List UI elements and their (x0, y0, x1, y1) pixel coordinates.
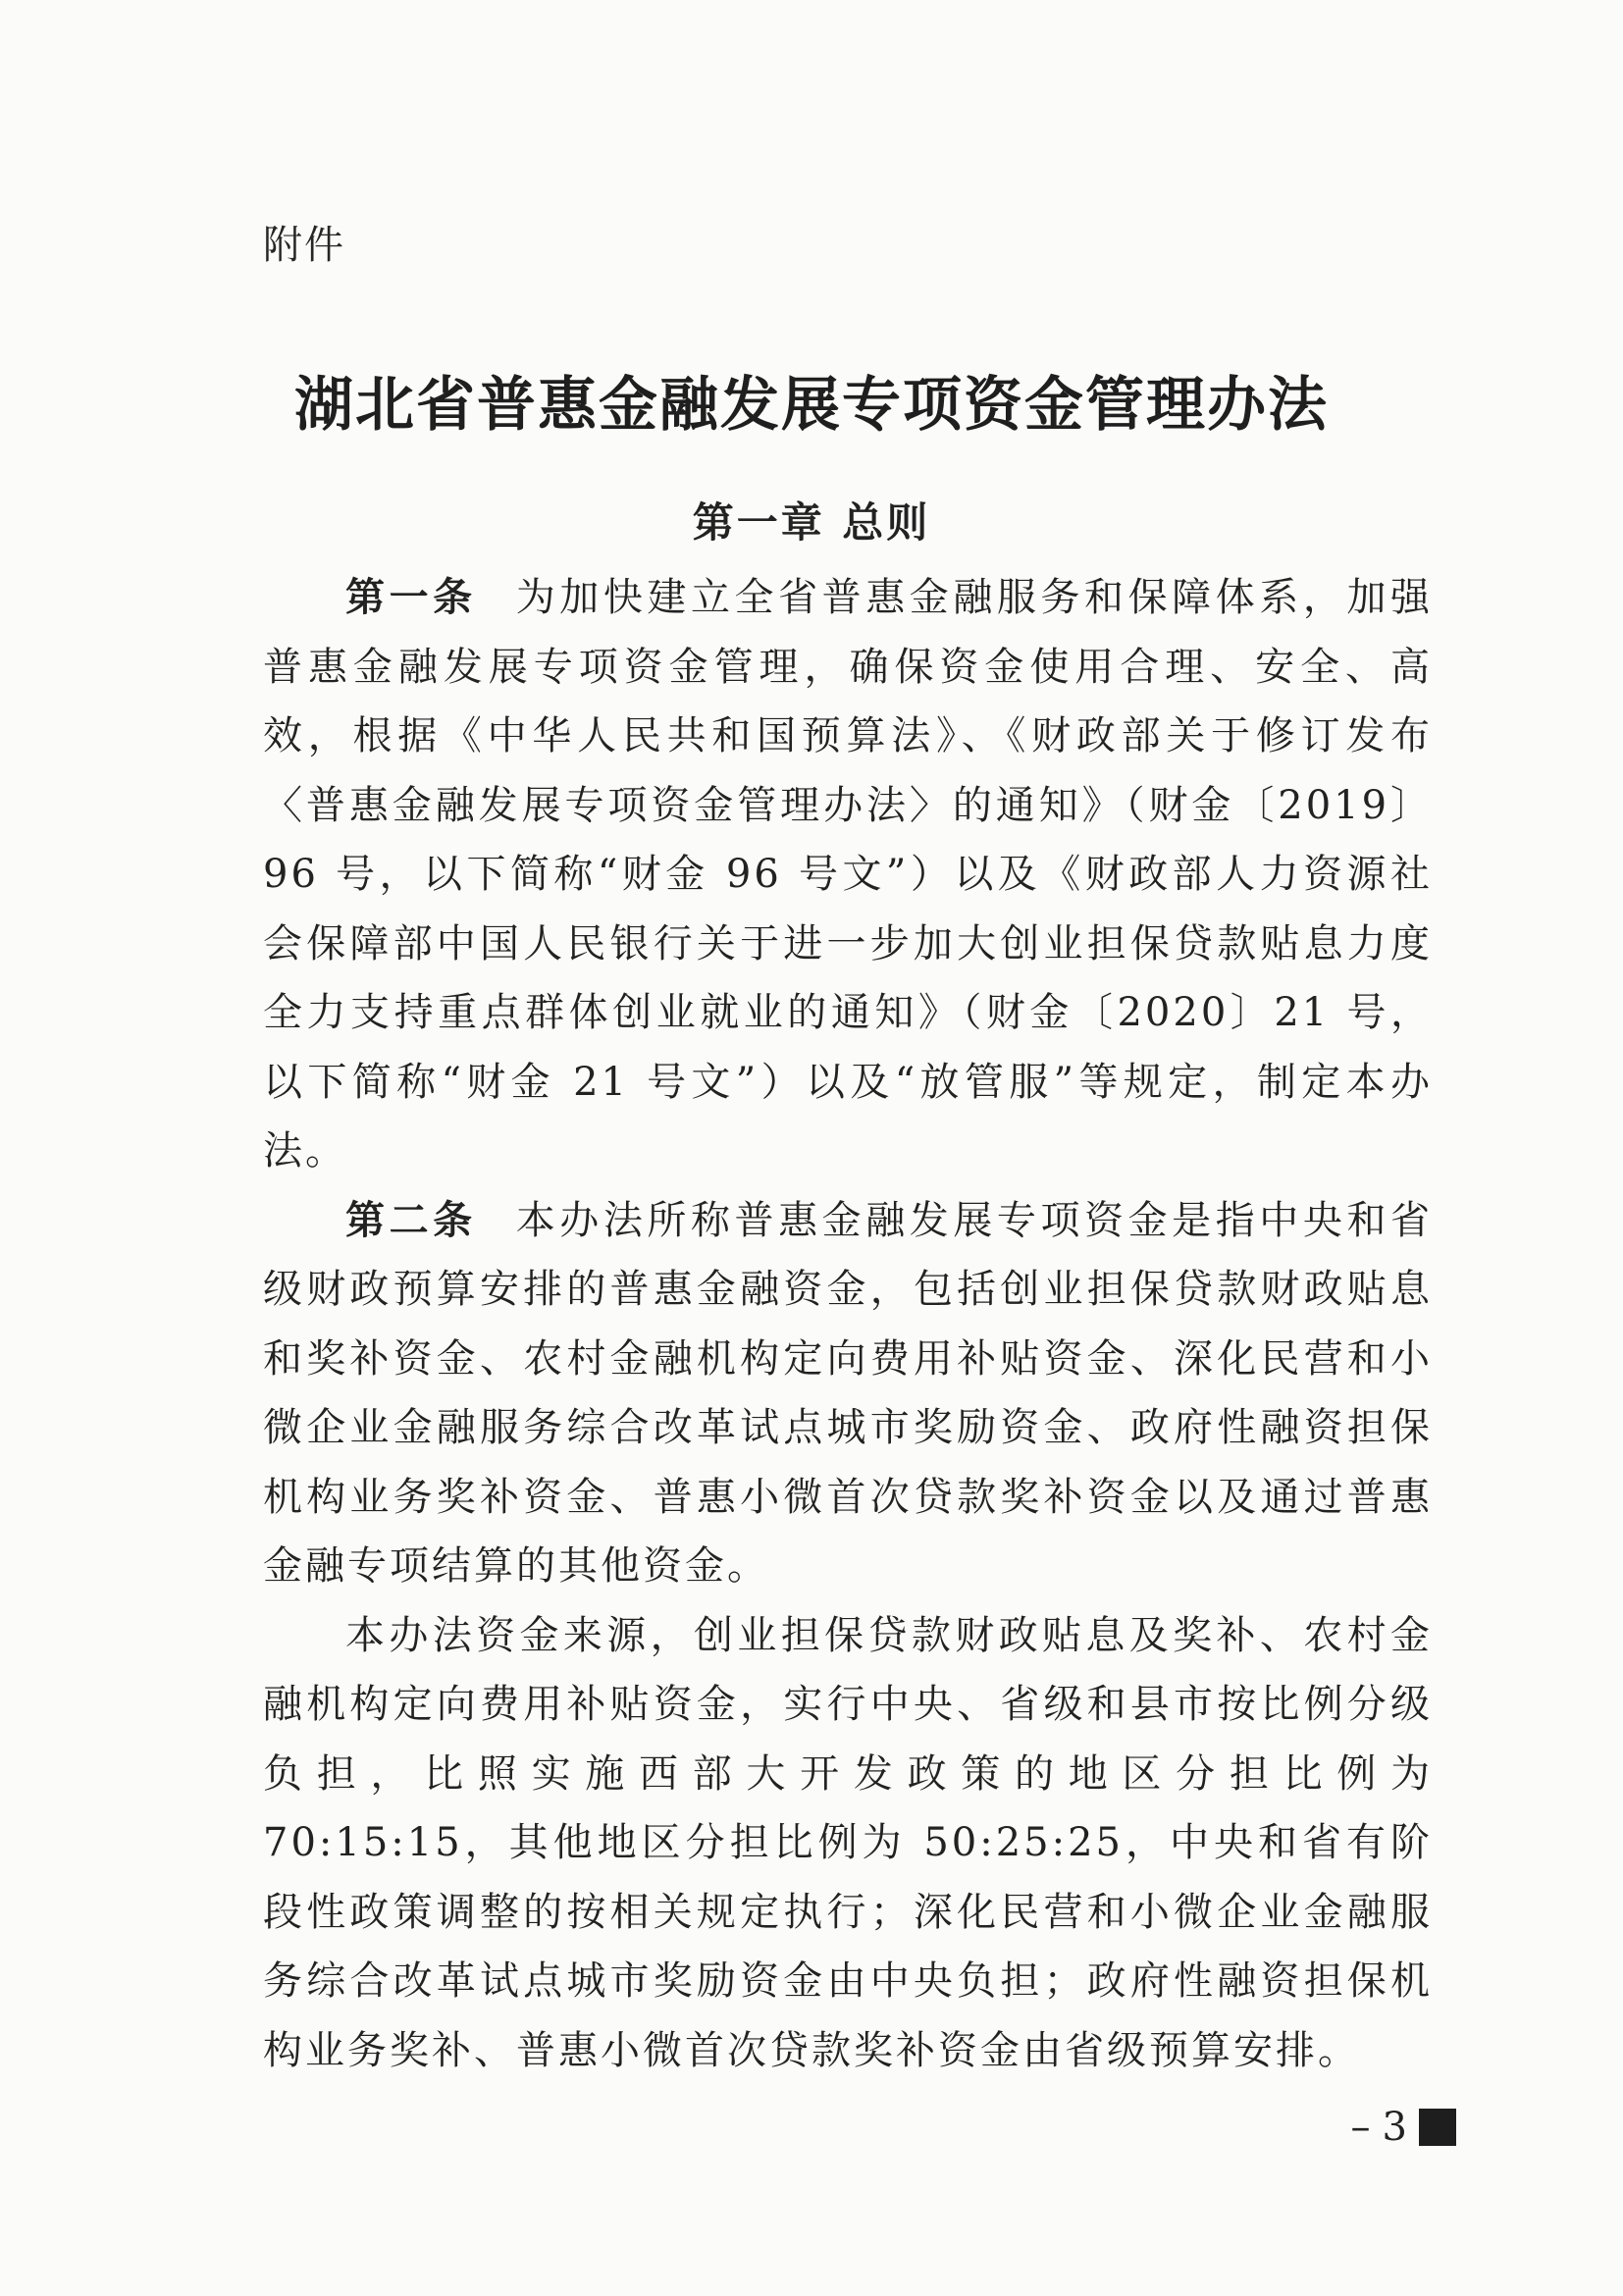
page-marker-block (1419, 2109, 1456, 2146)
document-title: 湖北省普惠金融发展专项资金管理办法 (294, 371, 1329, 440)
page-dash: – (1350, 2105, 1371, 2150)
chapter-title: 第一章 总则 (692, 498, 931, 547)
funding-paragraph: 本办法资金来源，创业担保贷款财政贴息及奖补、农村金融机构定向费用补贴资金，实行中央、省级和县市按比例分级负担，比照实施西部大开发政策的地区分担比例为 70:15:15，其他地区分担比例为 50:25:25，中央和省有阶段性政策调整的按相关规定执行；深化民营和小微企业金融服务综合改革试点城市奖励资金由中央负担；政府性融资担保机构业务奖补、普惠小微首次贷款奖补资金由省级预算安排。 (263, 1612, 1433, 2073)
page-number: 3 (1382, 2105, 1407, 2150)
document-body (263, 563, 1433, 2085)
article-text: 本办法所称普惠金融发展专项资金是指中央和省级财政预算安排的普惠金融资金，包括创业担保贷款财政贴息和奖补资金、农村金融机构定向费用补贴资金、深化民营和小微企业金融服务综合改革试点城市奖励资金、政府性融资担保机构业务奖补资金、普惠小微首次贷款奖补资金以及通过普惠金融专项结算的其他资金。 (263, 1197, 1434, 1589)
attachment-label: 附件 (263, 223, 345, 268)
article-text: 为加快建立全省普惠金融服务和保障体系，加强普惠金融发展专项资金管理，确保资金使用合理、安全、高效，根据《中华人民共和国预算法》、《财政部关于修订发布〈普惠金融发展专项资金管理办法〉的通知》（财金〔2019〕96 号，以下简称“财金 96 号文”）以及《财政部人力资源社会保障部中国人民银行关于进一步加大创业担保贷款贴息力度全力支持重点群体创业就业的通知》（财金〔2020〕21 号，以下简称“财金 21 号文”）以及“放管服”等规定，制定本办法。 (263, 575, 1434, 1174)
article-number: 第二条 (345, 1197, 477, 1243)
page-footer (1351, 2105, 1456, 2150)
article-paragraph (263, 563, 1433, 1186)
article-number: 第一条 (345, 575, 477, 620)
article-paragraph (263, 1186, 1433, 1601)
